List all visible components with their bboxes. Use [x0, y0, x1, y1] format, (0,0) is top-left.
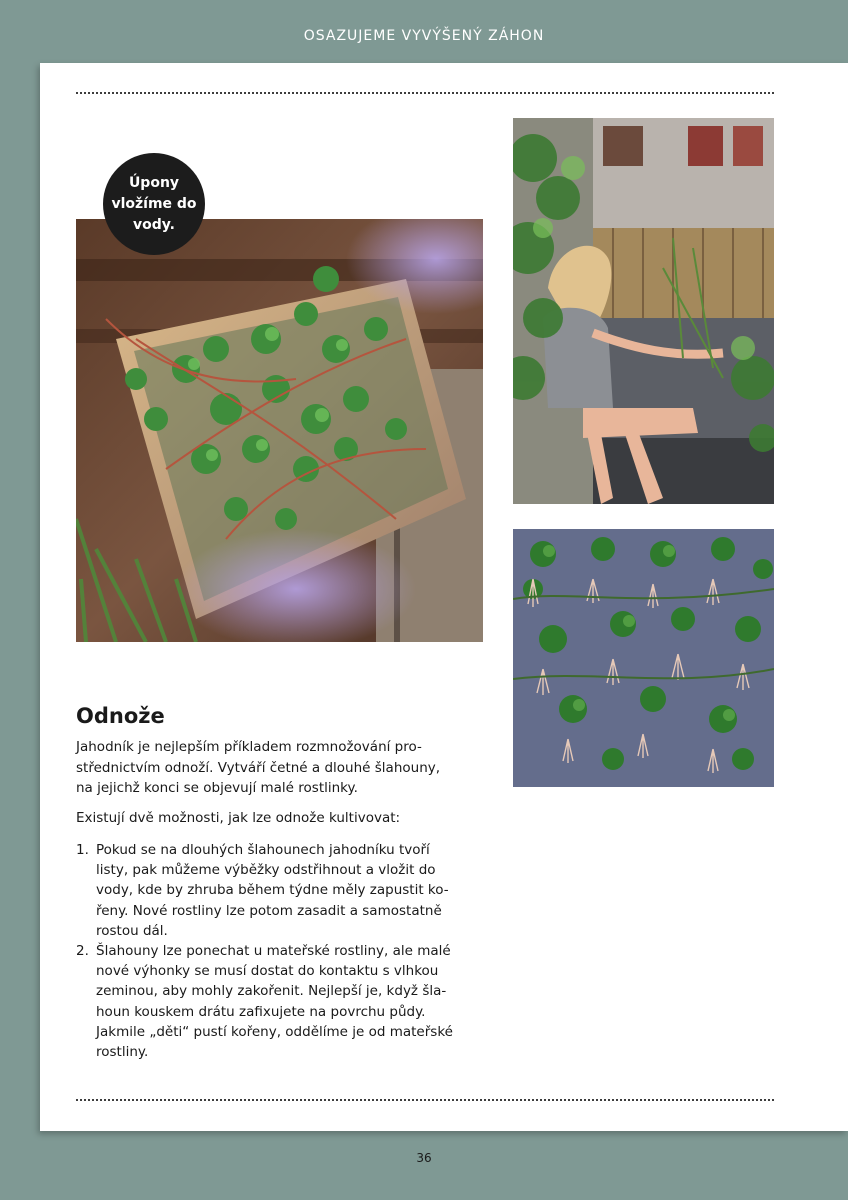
- text-line: na jejichž konci se objevují malé rostlinky.: [76, 780, 358, 796]
- text-line: Pokud se na dlouhých šlahounech jahodníku tvoří: [96, 842, 430, 858]
- lead-paragraph: [76, 808, 456, 829]
- list-item: [76, 840, 476, 941]
- book-page: [40, 63, 848, 1131]
- page-number: 36: [416, 1151, 432, 1165]
- woman-with-runners-photo: [513, 118, 774, 504]
- text-line: Existují dvě možnosti, jak lze odnože kultivovat:: [76, 810, 401, 826]
- text-line: rostou dál.: [96, 922, 168, 939]
- text-line: střednictvím odnoží. Vytváří četné a dlouhé šlahouny,: [76, 759, 441, 776]
- text-line: zeminou, aby mohly zakořenit. Nejlepší je, když šla-: [96, 983, 447, 1000]
- section-heading: Odnože: [76, 704, 165, 728]
- text-line: Jakmile „děti“ pustí kořeny, oddělíme je od mateřské: [96, 1023, 453, 1040]
- text-line: rostliny.: [96, 1044, 149, 1061]
- numbered-list: [76, 840, 476, 1062]
- strawberry-runners-in-water-photo: [76, 219, 483, 642]
- badge-line: vložíme do: [111, 195, 197, 212]
- list-number: 2.: [76, 943, 89, 960]
- badge-line: vody.: [133, 216, 175, 233]
- top-dotted-rule: [76, 92, 774, 94]
- text-line: Šlahouny lze ponechat u mateřské rostliny, ale malé: [96, 943, 451, 960]
- intro-paragraph: [76, 737, 456, 799]
- text-line: Jahodník je nejlepším příkladem rozmnožování pro-: [76, 739, 422, 755]
- text-line: houn kouskem drátu zafixujete na povrchu půdy.: [96, 1003, 426, 1020]
- bottom-dotted-rule: [76, 1099, 774, 1101]
- text-line: listy, pak můžeme výběžky odstřihnout a vložit do: [96, 862, 436, 879]
- text-line: řeny. Nové rostliny lze potom zasadit a samostatně: [96, 902, 442, 919]
- caption-badge: [103, 153, 205, 255]
- text-line: vody, kde by zhruba během týdne měly zapustit ko-: [96, 882, 449, 899]
- running-head: OSAZUJEME VYVÝŠENÝ ZÁHON: [303, 28, 545, 44]
- badge-line: Úpony: [128, 174, 180, 191]
- list-item: [76, 941, 476, 1062]
- rooted-runners-photo: [513, 529, 774, 787]
- text-line: nové výhonky se musí dostat do kontaktu s vlhkou: [96, 963, 439, 980]
- list-number: 1.: [76, 842, 89, 858]
